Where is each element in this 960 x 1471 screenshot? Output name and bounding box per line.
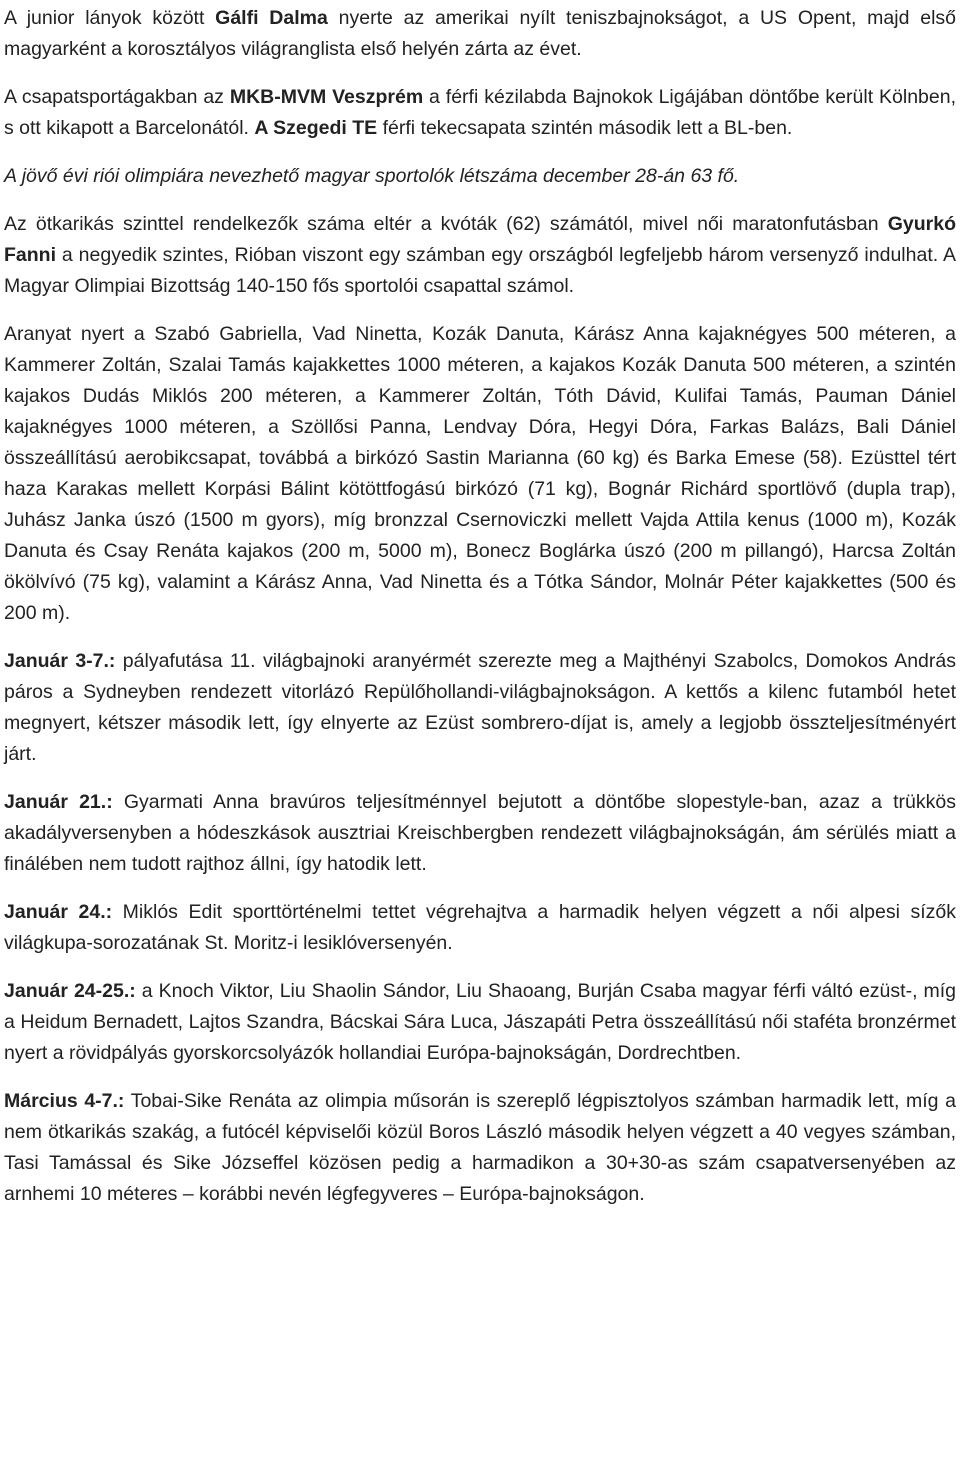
entry-text: Miklós Edit sporttörténelmi tettet végrehajtva a harmadik helyen végzett a női alpesi sízők világkupa-sorozatának St. Moritz-i lesiklóversenyén. [4,901,956,954]
text-run: nyerte az amerikai nyílt teniszbajnokságot, a US Opent, majd első magyarként a korosztályos világranglista első helyén zárta az évet. [4,7,957,60]
entry-date: Január 24-25.: [4,980,136,1002]
name-mkb-mvm-veszprem: MKB-MVM Veszprém [229,86,424,108]
entry-date: Január 24.: [4,901,113,923]
paragraph-galfi [4,3,956,65]
entry-march-4-7 [4,1086,956,1210]
entry-text: pályafutása 11. világbajnoki aranyérmét szerezte meg a Majthényi Szabolcs, Domokos András páros a Sydneyben rendezett vitorlázó Repülőhollandi-világbajnokságon. A kettős a kilenc futamból hetet megnyert, kétszer második lett, így elnyerte az Ezüst sombrero-díjat is, amely a legjobb összteljesítményért járt. [4,650,956,765]
text-run: A junior lányok között [4,7,216,29]
entry-text: Tobai-Sike Renáta az olimpia műsorán is szereplő légpisztolyos számban harmadik lett, míg a nem ötkarikás szakág, a futócél képviselői közül Boros László második helyen végzett a 40 vegyes számban, Tasi Tamással és Sike Józseffel közösen pedig a harmadikon a 30+30-as szám csapatversenyében az arnhemi 10 méteres – korábbi nevén légfegyveres – Európa-bajnokságon. [4,1090,956,1205]
paragraph-medals: Aranyat nyert a Szabó Gabriella, Vad Ninetta, Kozák Danuta, Kárász Anna kajaknégyes 500 méteren, a Kammerer Zoltán, Szalai Tamás kajakkettes 1000 méteren, a kajakos Kozák Danuta 500 méteren, a szintén kajakos Dudás Miklós 200 méteren, a Kammerer Zoltán, Tóth Dávid, Kulifai Tamás, Pauman Dániel kajaknégyes 1000 méteren, a Szöllősi Panna, Lendvay Dóra, Hegyi Dóra, Farkas Balázs, Bali Dániel összeállítású aerobikcsapat, továbbá a birkózó Sastin Marianna (60 kg) és Barka Emese (58). Ezüsttel tért haza Karakas mellett Korpási Bálint kötöttfogású birkózó (71 kg), Bognár Richárd sportlövő (dupla trap), Juhász Janka úszó (1500 m gyors), míg bronzzal Csernoviczki mellett Vajda Attila kenus (1000 m), Kozák Danuta és Csay Renáta kajakos (200 m, 5000 m), Bonecz Boglárka úszó (200 m pillangó), Harcsa Zoltán ökölvívó (75 kg), valamint a Kárász Anna, Vad Ninetta és a Tótka Sándor, Molnár Péter kajakkettes (500 és 200 m). [4,323,956,624]
entry-date: Január 21.: [4,791,113,813]
name-gyurkó-fanni: Gyurkó Fanni [4,213,956,266]
text-run: a férfi kézilabda Bajnokok Ligájában döntőbe került Kölnben, s ott kikapott a Barcelonától. [4,86,956,139]
text-run: férfi tekecsapata szintén második lett a BL-ben. [377,117,793,139]
entry-january-3-7 [4,646,956,770]
paragraph-team-sports [4,82,956,144]
entry-text: a Knoch Viktor, Liu Shaolin Sándor, Liu Shaoang, Burján Csaba magyar férfi váltó ezüst-, míg a Heidum Bernadett, Lajtos Szandra, Bácskai Sára Luca, Jászapáti Petra összeállítású női staféta bronzérmet nyert a rövidpályás gyorskorcsolyázók hollandiai Európa-bajnokságán, Dordrechtben. [4,980,956,1064]
entry-january-21 [4,787,956,880]
entry-date: Március 4-7.: [4,1090,125,1112]
name-gálfi-dalma: Gálfi Dalma [215,7,328,29]
text-run: Az ötkarikás szinttel rendelkezők száma eltér a kvóták (62) számától, mivel női maratonfutásban [4,213,888,235]
entry-january-24 [4,897,956,959]
paragraph-olympic-quota-heading: A jövő évi riói olimpiára nevezhető magyar sportolók létszáma december 28-án 63 fő. [4,165,740,187]
text-run: a negyedik szintes, Rióban viszont egy számban egy országból legfeljebb három versenyző indulhat. A Magyar Olimpiai Bizottság 140-150 fős sportolói csapattal számol. [4,244,956,297]
text-run: A csapatsportágakban az [4,86,230,108]
entry-text: Gyarmati Anna bravúros teljesítménnyel bejutott a döntőbe slopestyle-ban, azaz a trükkös akadályversenyben a hódeszkások ausztriai Kreischbergben rendezett világbajnokságán, ám sérülés miatt a finálében nem tudott rajthoz állni, így hatodik lett. [4,791,956,875]
entry-january-24-25 [4,976,956,1069]
entry-date: Január 3-7.: [4,650,116,672]
paragraph-olympic-quota [4,209,956,302]
name-szegedi-te: A Szegedi TE [254,117,378,139]
